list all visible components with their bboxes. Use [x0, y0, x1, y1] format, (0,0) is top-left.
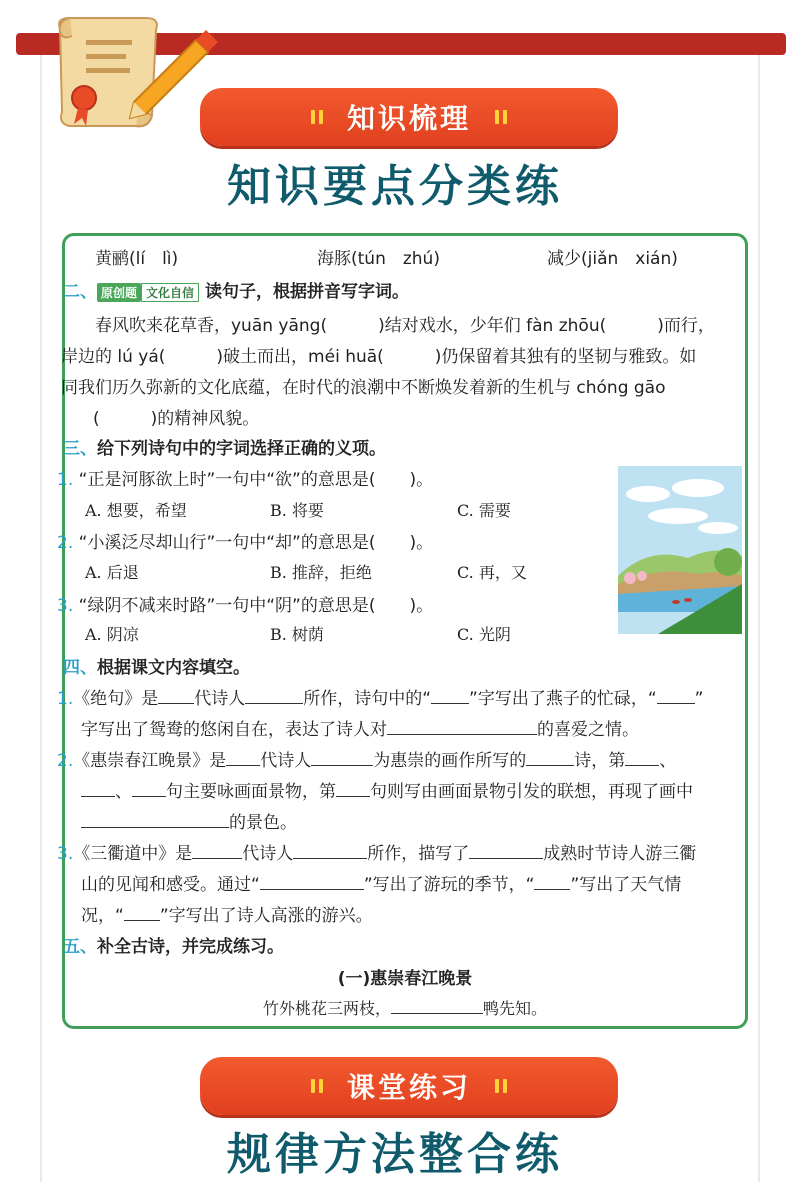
option-a: A. 阴凉: [85, 625, 139, 644]
option-c: C. 需要: [457, 501, 511, 520]
item-text: “小溪泛尽却山行”一句中“却”的意思是( )。: [78, 533, 434, 553]
section-banner-knowledge: [200, 88, 618, 146]
fill-question-line: [81, 901, 373, 926]
text-segment: 句则写由画面景物引发的联想，再现了画中: [370, 782, 693, 802]
answer-blank[interactable]: [124, 907, 160, 921]
passage-line: 同我们历久弥新的文化底蕴，在时代的浪潮中不断焕发着新的生机与 chóng gāo: [61, 378, 666, 398]
text-segment: 代诗人: [194, 689, 246, 709]
fill-question-line: [81, 870, 681, 895]
pinyin-choice-1: 黄鹂(lí lì): [95, 249, 179, 269]
fill-question-line: [81, 715, 639, 740]
text-segment: 所作，诗句中的“: [303, 689, 432, 709]
text-segment: 《三衢道中》是: [73, 844, 193, 864]
option-b: B. 树荫: [270, 625, 324, 644]
option-b: B. 将要: [270, 501, 324, 520]
text-segment: 山的见闻和感受。通过“: [81, 875, 260, 895]
question-heading: [63, 277, 409, 302]
question-heading: [63, 434, 386, 459]
answer-blank[interactable]: [260, 876, 364, 890]
passage-line: 岸边的 lú yá( )破土而出，méi huā( )仍保留着其独有的坚韧与雅致。如: [61, 347, 697, 367]
fill-question-line: [57, 684, 703, 709]
item-number: 2.: [57, 533, 74, 553]
choice-question: [57, 465, 433, 490]
question-number: 二、: [63, 282, 97, 302]
option-c: C. 光阴: [457, 625, 511, 644]
culture-tag: 文化自信: [141, 283, 199, 302]
answer-blank[interactable]: [431, 690, 469, 704]
item-text: “正是河豚欲上时”一句中“欲”的意思是( )。: [78, 470, 434, 490]
answer-blank[interactable]: [158, 690, 194, 704]
answer-blank[interactable]: [293, 845, 367, 859]
question-heading: [63, 653, 250, 678]
original-tag: 原创题: [97, 283, 141, 302]
question-number: 三、: [63, 439, 97, 459]
text-segment: 《绝句》是: [73, 689, 159, 709]
text-segment: 成熟时节诗人游三衢: [543, 844, 697, 864]
text-segment: 《惠崇春江晚景》是: [73, 751, 227, 771]
text-segment: 、: [659, 751, 677, 771]
fill-question-line: [57, 746, 676, 771]
section-banner-practice: [200, 1057, 618, 1115]
answer-blank[interactable]: [311, 752, 373, 766]
question-number: 四、: [63, 658, 97, 678]
pinyin-choice-3: 减少(jiǎn xián): [547, 249, 678, 269]
banner-label: 知识梳理: [346, 102, 471, 135]
text-segment: 、: [115, 782, 132, 802]
text-segment: ”写出了游玩的季节，“: [363, 875, 535, 895]
text-segment: 的景色。: [229, 813, 297, 833]
question-title: 读句子，根据拼音写字词。: [205, 282, 410, 302]
landscape-illustration: [618, 466, 742, 634]
item-number: 1.: [57, 689, 74, 709]
text-segment: ”字写出了燕子的忙碌，“: [469, 689, 657, 709]
answer-blank[interactable]: [132, 783, 166, 797]
choice-question: [57, 528, 433, 553]
answer-blank[interactable]: [226, 752, 260, 766]
banner-decoration-left: [309, 1079, 325, 1093]
answer-blank[interactable]: [81, 783, 115, 797]
text-segment: 的喜爱之情。: [537, 720, 639, 740]
exercise-card: [57, 233, 748, 1029]
banner-decoration-left: [309, 110, 325, 124]
text-segment: 句主要咏画面景物，第: [166, 782, 336, 802]
question-title: 给下列诗句中的字词选择正确的义项。: [97, 439, 386, 459]
pinyin-choice-2: 海豚(tún zhú): [317, 249, 440, 269]
text-segment: ”写出了天气情: [570, 875, 682, 895]
option-b: B. 推辞，拒绝: [270, 563, 372, 582]
item-number: 3.: [57, 596, 74, 616]
answer-blank[interactable]: [245, 690, 303, 704]
banner-decoration-right: [493, 1079, 509, 1093]
question-title: 根据课文内容填空。: [97, 658, 250, 678]
option-c: C. 再，又: [457, 563, 527, 582]
banner-decoration-right: [493, 110, 509, 124]
poem-line: [65, 996, 745, 1019]
answer-blank[interactable]: [657, 690, 695, 704]
text-segment: ”: [694, 689, 704, 709]
text-segment: 字写出了鸳鸯的悠闲自在，表达了诗人对: [81, 720, 387, 740]
question-title: 补全古诗，并完成练习。: [97, 937, 284, 957]
text-segment: 诗，第: [574, 751, 626, 771]
answer-blank[interactable]: [625, 752, 659, 766]
poem-title: (一)惠崇春江晚景: [337, 969, 473, 989]
item-number: 2.: [57, 751, 74, 771]
item-number: 3.: [57, 844, 74, 864]
passage-line: 春风吹来花草香，yuān yāng( )结对戏水，少年们 fàn zhōu( )而行，: [95, 316, 715, 336]
banner-label: 课堂练习: [346, 1071, 471, 1104]
choice-question: [57, 591, 433, 616]
answer-blank[interactable]: [336, 783, 370, 797]
option-a: A. 想要，希望: [85, 501, 187, 520]
answer-blank[interactable]: [469, 845, 543, 859]
text-segment: 代诗人: [242, 844, 294, 864]
question-heading: [63, 932, 284, 957]
answer-blank[interactable]: [534, 876, 570, 890]
scroll-certificate-icon: [48, 6, 213, 136]
item-number: 1.: [57, 470, 74, 490]
text-segment: 代诗人: [260, 751, 312, 771]
fill-question-line: [81, 777, 693, 802]
answer-blank[interactable]: [192, 845, 242, 859]
fill-question-line: [81, 808, 297, 833]
answer-blank[interactable]: [391, 1000, 483, 1014]
pinyin-choice-row: [65, 244, 745, 268]
text-segment: 所作，描写了: [367, 844, 470, 864]
poem-text: 鸭先知。: [483, 999, 548, 1018]
text-segment: 为惠崇的画作所写的: [373, 751, 527, 771]
answer-blank[interactable]: [81, 814, 229, 828]
page-title: 知识要点分类练: [227, 161, 563, 212]
poem-text: 竹外桃花三两枝，: [262, 999, 391, 1018]
answer-blank[interactable]: [387, 721, 537, 735]
question-number: 五、: [63, 937, 97, 957]
text-segment: ”字写出了诗人高涨的游兴。: [159, 906, 373, 926]
fill-question-line: [57, 839, 696, 864]
answer-blank[interactable]: [526, 752, 574, 766]
section-title: 规律方法整合练: [227, 1129, 563, 1180]
option-a: A. 后退: [85, 563, 139, 582]
passage-line: ( )的精神风貌。: [93, 409, 260, 429]
text-segment: 况，“: [81, 906, 124, 926]
item-text: “绿阴不减来时路”一句中“阴”的意思是( )。: [78, 596, 434, 616]
